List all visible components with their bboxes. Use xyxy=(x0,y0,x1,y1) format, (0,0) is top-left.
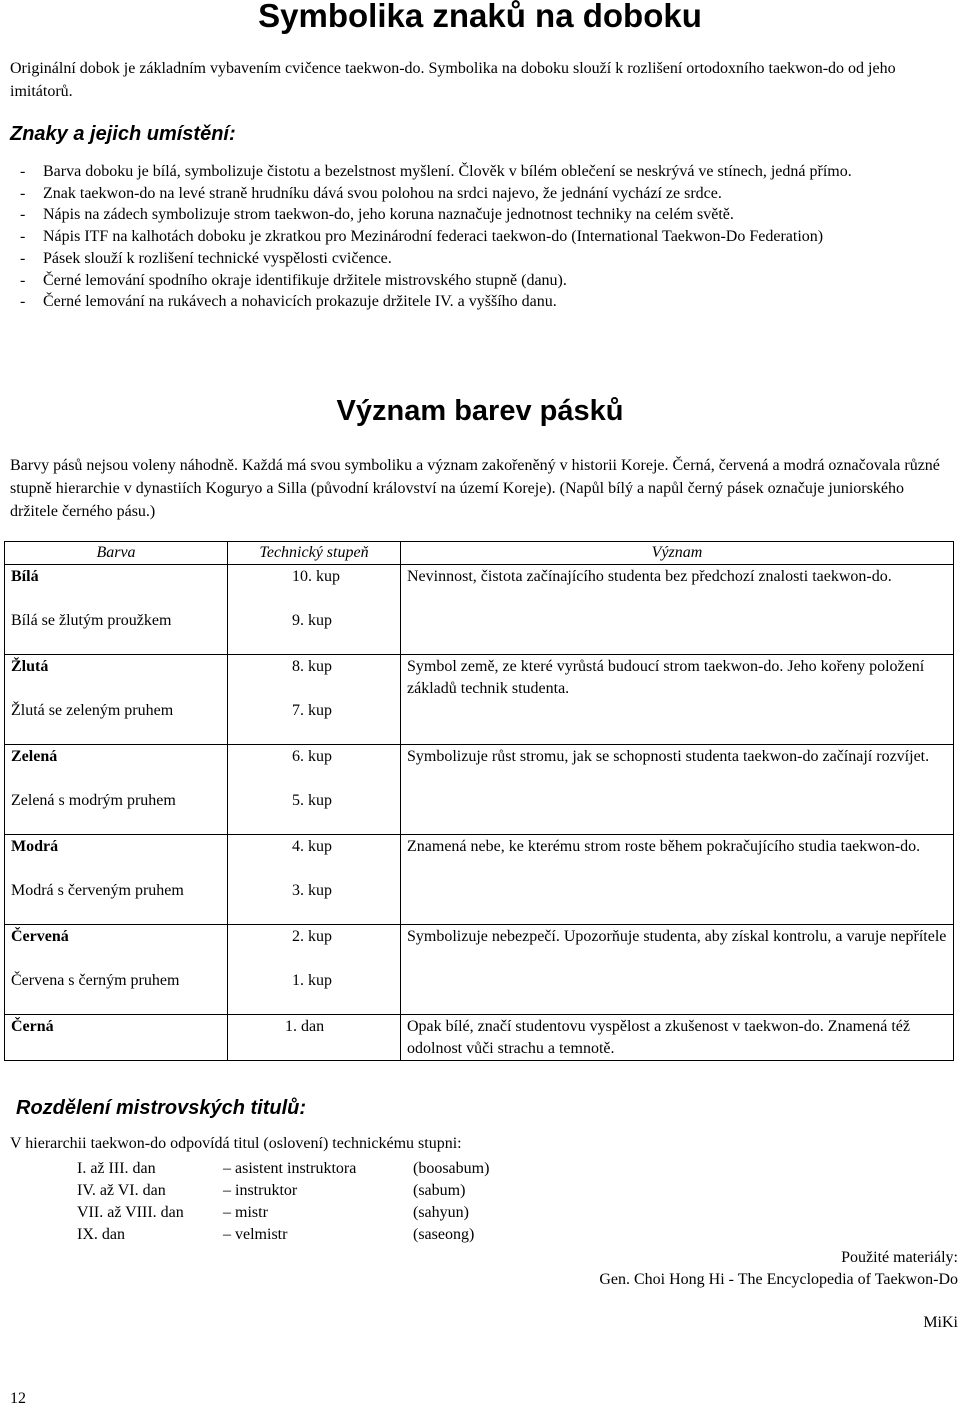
signs-list xyxy=(10,161,950,313)
intro-paragraph: Originální dobok je základním vybavením cvičence taekwon-do. Symbolika na doboku slouží k rozlišení ortodoxního taekwon-do od jeho imitátorů. xyxy=(10,60,896,100)
belt-color: Červena s černým pruhem xyxy=(5,970,228,1015)
belt-color: Modrá s červeným pruhem xyxy=(5,880,228,925)
belt-grade: 7. kup xyxy=(228,700,401,745)
master-title: – asistent instruktora xyxy=(223,1160,357,1177)
masters-heading: Rozdělení mistrovských titulů: xyxy=(16,1097,307,1119)
belt-grade: 1. kup xyxy=(228,970,401,1015)
masters-intro: V hierarchii taekwon-do odpovídá titul (oslovení) technickému stupni: xyxy=(10,1135,462,1152)
master-title: – mistr xyxy=(223,1204,268,1221)
belts-intro: Barvy pásů nejsou voleny náhodně. Každá má svou symboliku a význam zakořeněný v historii Koreje. Černá, červená a modrá označovala různé stupně hierarchie v dynastiích Koguryo a Silla (původní království na území Koreje). (Napůl bílý a napůl černý pásek označuje juniorského držitele černého pásu.) xyxy=(10,457,940,520)
list-item xyxy=(77,1202,489,1224)
belt-color: Modrá xyxy=(5,835,228,881)
column-header-grade: Technický stupeň xyxy=(228,542,401,565)
belt-grade: 4. kup xyxy=(228,835,401,881)
belt-color: Černá xyxy=(5,1015,228,1061)
list-item xyxy=(77,1158,489,1180)
belt-color: Červená xyxy=(5,925,228,971)
belt-grade: 8. kup xyxy=(228,655,401,701)
belt-meaning: Znamená nebe, ke kterému strom roste během pokračujícího studia taekwon-do. xyxy=(401,835,954,925)
list-item xyxy=(77,1224,489,1246)
table-row xyxy=(5,1015,954,1061)
column-header-color: Barva xyxy=(5,542,228,565)
sources-label: Použité materiály: xyxy=(841,1249,958,1266)
belt-colors-table xyxy=(4,541,954,1061)
table-row xyxy=(5,925,954,971)
belt-grade: 5. kup xyxy=(228,790,401,835)
belt-grade: 9. kup xyxy=(228,610,401,655)
belt-grade: 2. kup xyxy=(228,925,401,971)
dan-range: I. až III. dan xyxy=(77,1160,156,1177)
belt-color: Zelená xyxy=(5,745,228,791)
belt-color: Zelená s modrým pruhem xyxy=(5,790,228,835)
belt-meaning: Symbol země, ze které vyrůstá budoucí strom taekwon-do. Jeho kořeny položení základů technik studenta. xyxy=(401,655,954,745)
belt-grade: 6. kup xyxy=(228,745,401,791)
korean-title: (saseong) xyxy=(413,1226,475,1243)
list-item: - Barva doboku je bílá, symbolizuje čistotu a bezelstnost myšlení. Člověk v bílém oblečení se neskrývá ve stínech, jedná přímo. xyxy=(20,163,852,180)
column-header-meaning: Význam xyxy=(401,542,954,565)
belts-heading: Význam barev pásků xyxy=(336,395,624,427)
belt-meaning: Symbolizuje nebezpečí. Upozorňuje studenta, aby získal kontrolu, a varuje nepřítele xyxy=(401,925,954,1015)
korean-title: (sabum) xyxy=(413,1182,466,1199)
belt-meaning: Symbolizuje růst stromu, jak se schopnosti studenta taekwon-do začínají rozvíjet. xyxy=(401,745,954,835)
master-title: – instruktor xyxy=(223,1182,298,1199)
page-number: 12 xyxy=(10,1390,26,1407)
list-item: - Nápis ITF na kalhotách doboku je zkratkou pro Mezinárodní federaci taekwon-do (International Taekwon-Do Federation) xyxy=(20,228,824,246)
table-header-row xyxy=(5,542,954,565)
belt-color: Bílá se žlutým proužkem xyxy=(5,610,228,655)
list-item: - Pásek slouží k rozlišení technické vyspělosti cvičence. xyxy=(20,249,392,267)
source-citation: Gen. Choi Hong Hi - The Encyclopedia of Taekwon-Do xyxy=(599,1271,958,1288)
list-item: - Znak taekwon-do na levé straně hrudníku dává svou polohou na srdci najevo, že jednání vychází ze srdce. xyxy=(20,184,722,202)
table-row xyxy=(5,565,954,611)
author-signature: MiKi xyxy=(923,1314,958,1331)
belt-color: Bílá xyxy=(5,565,228,611)
belt-meaning: Nevinnost, čistota začínajícího studenta bez předchozí znalosti taekwon-do. xyxy=(401,565,954,655)
table-row xyxy=(5,655,954,701)
belt-color: Žlutá xyxy=(5,655,228,701)
list-item: - Černé lemování na rukávech a nohavicích prokazuje držitele IV. a vyššího danu. xyxy=(20,293,557,311)
belt-color: Žlutá se zeleným pruhem xyxy=(5,700,228,745)
signs-heading: Znaky a jejich umístění: xyxy=(10,123,236,145)
list-item: - Černé lemování spodního okraje identifikuje držitele mistrovského stupně (danu). xyxy=(20,271,567,289)
dan-range: IV. až VI. dan xyxy=(77,1182,166,1199)
list-item: - Nápis na zádech symbolizuje strom taekwon-do, jeho koruna naznačuje jednotnost techniky na celém světě. xyxy=(20,206,734,224)
master-title: – velmistr xyxy=(223,1226,288,1243)
dan-range: IX. dan xyxy=(77,1226,125,1243)
table-row xyxy=(5,835,954,881)
list-item xyxy=(77,1180,489,1202)
belt-grade: 3. kup xyxy=(228,880,401,925)
belt-grade: 10. kup xyxy=(228,565,401,611)
belt-grade: 1. dan xyxy=(228,1015,401,1061)
dan-range: VII. až VIII. dan xyxy=(77,1204,184,1221)
master-titles-list xyxy=(77,1158,489,1246)
page-title: Symbolika znaků na doboku xyxy=(258,0,702,34)
korean-title: (boosabum) xyxy=(413,1160,490,1177)
belt-meaning: Opak bílé, značí studentovu vyspělost a zkušenost v taekwon-do. Znamená též odolnost vůči strachu a temnotě. xyxy=(401,1015,954,1061)
korean-title: (sahyun) xyxy=(413,1204,469,1221)
table-row xyxy=(5,745,954,791)
